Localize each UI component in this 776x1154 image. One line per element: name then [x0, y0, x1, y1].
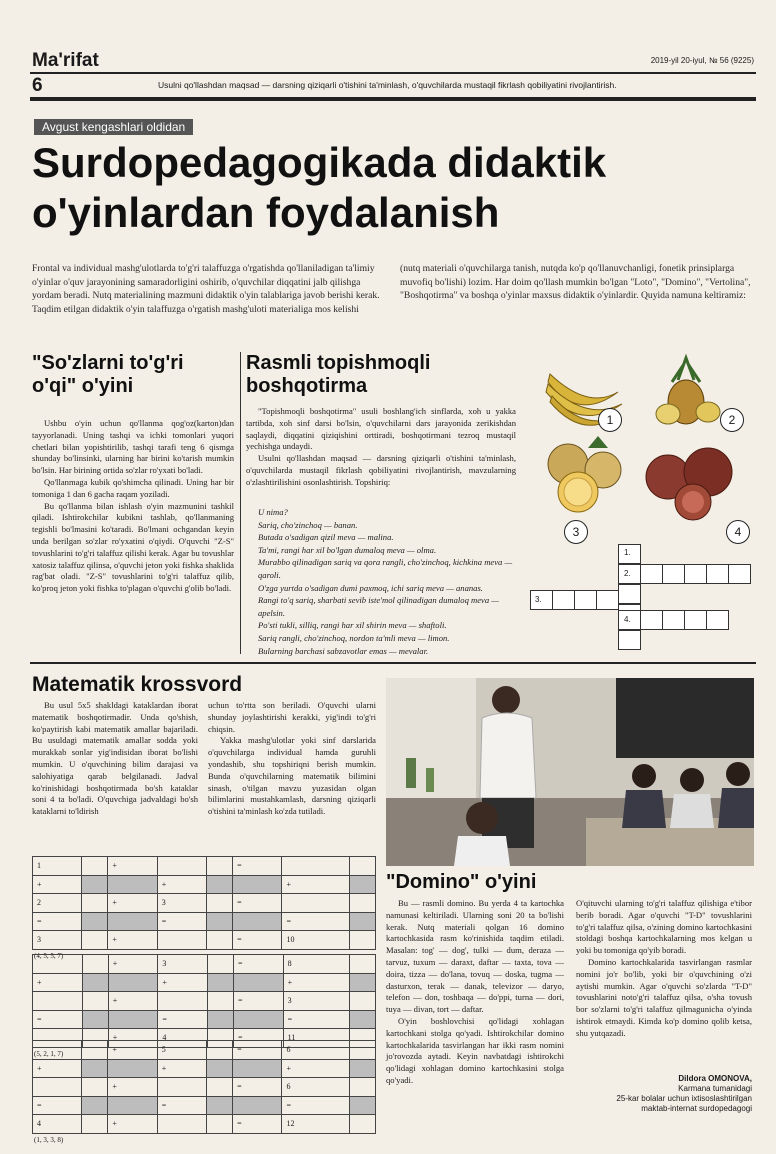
math-grid-cell: = — [283, 1010, 349, 1029]
math-grid-cell: = — [157, 912, 206, 931]
math-grid-cell — [82, 955, 108, 974]
math-grid-answer: (1, 3, 3, 8) — [34, 1136, 64, 1144]
riddle-list — [258, 506, 516, 657]
crossword-cell — [728, 564, 751, 584]
math-grid-cell — [207, 912, 233, 931]
math-grid-cell — [349, 894, 375, 913]
math-grid-cell: = — [233, 857, 282, 876]
math-grid-cell — [82, 875, 108, 894]
crossword-cell — [684, 564, 707, 584]
math-grid-row — [33, 857, 376, 876]
math-grid-cell — [349, 931, 375, 950]
math-grid-cell — [157, 1115, 206, 1134]
classroom-photo-image — [386, 678, 754, 866]
math-grid-cell: + — [158, 973, 208, 992]
math-grid-cell: = — [157, 1096, 206, 1115]
math-grid-row — [33, 875, 376, 894]
riddle-line: Bularning barchasi sabzavotlar emas — mevalar. — [258, 645, 429, 656]
math-grid-cell — [82, 912, 108, 931]
math-grid-cell — [207, 894, 233, 913]
math-grid-cell — [349, 912, 375, 931]
math-text-left — [32, 700, 198, 818]
math-grid-cell — [82, 1096, 108, 1115]
math-grid-cell: 8 — [283, 955, 349, 974]
math-grid-cell — [282, 894, 349, 913]
domino-paragraph: Bu — rasmli domino. Bu yerda 4 ta kartochka namunasi keltiriladi. Ularning soni 20 ta bo'lishi kerak. Nutq materiali qolgan 16 domino kartochkasida rasm ko'rinishida taqdim etiladi. Masalan: tog' — dog', tulki — dum, deraza — tarvuz, tuxum — daraxt, daftar — taxta, tova — doira, tizza — do'lana, tovuq — doska, tugma — dasturxon, terak — danak, televizor — daryo, telefon — don, toshbaqa — do'ppi, turna — dori, tuya — divan, tort — daftar. — [386, 898, 564, 1015]
author-signature — [576, 1074, 752, 1114]
crossword-number: 2. — [624, 569, 631, 578]
math-paragraph: Bu usul 5x5 shakldagi kataklardan iborat matematik boshqotirmadir. Unda qo'shish, ko'paytirish kabi matematik amallar bajariladi. Bu usuldagi matematik amallar sodda yoki murakkab sonlar yig'indisidan iborat bo'lishi mumkin. U o'quvchining bilim darajasi va salohiyatiga qarab belgilanadi. Jadval ko'rinishidagi boshqotirmada bo'sh kataklar soni 4 ta bo'ladi. O'quvchiga jadvaldagi bo'sh kataklarni to'ldirish — [32, 700, 198, 817]
math-grid-cell: = — [33, 1010, 83, 1029]
math-grid-row — [33, 1096, 376, 1115]
math-grid-cell — [207, 931, 233, 950]
math-grid-cell — [207, 1078, 233, 1097]
math-grid-cell: + — [33, 875, 82, 894]
math-grid-cell: + — [108, 1078, 157, 1097]
math-grid-cell: 2 — [33, 894, 82, 913]
math-grid-cell: 11 — [283, 1029, 349, 1048]
math-grid-cell — [207, 1041, 233, 1060]
math-grid-cell: = — [233, 1041, 282, 1060]
kicker-label: Avgust kengashlari oldidan — [34, 119, 193, 135]
math-grid-cell — [33, 992, 83, 1011]
math-grid-cell: = — [233, 1115, 282, 1134]
math-paragraph: Yakka mashg'ulotlar yoki sinf darslarida o'quvchilarga individual hamda guruhli yondashib, shu topshiriqni berish mumkin. Bunda o'quvchilarning matematik bilimini sinash, o'tilgan mavzu yuzasidan olgan bilimlarini mustahkamlash, darsning qiziqarli o'tishini ta'minlash ko'zda tutiladi. — [208, 735, 376, 817]
math-grid-cell: + — [108, 992, 158, 1011]
math-grid-cell: = — [282, 1096, 349, 1115]
pineapple-illustration — [656, 358, 720, 424]
math-grid-cell — [157, 1078, 206, 1097]
math-grid-cell — [157, 857, 206, 876]
math-grid-cell — [207, 1096, 233, 1115]
author-affiliation: maktab-internat surdopedagogi — [641, 1104, 752, 1113]
math-grid — [32, 954, 376, 1048]
riddle-line: U nima? — [258, 507, 288, 517]
classroom-photo — [386, 678, 754, 866]
math-grid-cell — [82, 973, 108, 992]
math-grid-row — [33, 1059, 376, 1078]
issue-date: 2019-yil 20-iyul, № 56 (9225) — [650, 56, 754, 65]
math-grid-cell: 4 — [33, 1115, 82, 1134]
math-grid-cell — [207, 857, 233, 876]
newspaper-name: Ma'rifat — [32, 50, 99, 71]
fruit-illustrations — [538, 352, 758, 542]
math-grid-cell: 3 — [158, 955, 208, 974]
article-headline: Surdopedagogikada didaktik o'yinlardan foydalanish — [32, 139, 607, 236]
math-grid-cell — [233, 1059, 282, 1078]
math-grid-cell: + — [157, 1059, 206, 1078]
math-grid — [32, 856, 376, 950]
math-grid-cell: = — [282, 912, 349, 931]
math-grid-cell — [207, 955, 233, 974]
math-grid-row — [33, 992, 376, 1011]
math-grid-cell — [234, 1010, 284, 1029]
author-affiliation: 25-kar bolalar uchun ixtisoslashtirilgan — [616, 1094, 752, 1103]
math-grid-cell — [349, 1041, 375, 1060]
math-grid-cell: = — [234, 955, 284, 974]
math-grid-cell — [82, 1059, 108, 1078]
section-title-domino: "Domino" o'yini — [386, 871, 537, 893]
math-grid-cell: 10 — [282, 931, 349, 950]
math-grid-cell — [233, 912, 282, 931]
math-grid-cell — [108, 1059, 157, 1078]
math-grid-cell: = — [233, 931, 282, 950]
section1-paragraph: Qo'llanmaga kubik qo'shimcha qilinadi. Uning har bir tomoniga 1 dan 6 gacha raqam yoziladi. — [32, 476, 234, 499]
section2-paragraph: Usulni qo'llashdan maqsad — darsning qiziqarli o'tishini ta'minlash, o'quvchilarda mustaqil fikrlash qobiliyatini rivojlantirish, mavzularning o'zlashtirilishini osonlashtirish. Topshiriq: — [246, 453, 516, 487]
section1-paragraph: Ushbu o'yin uchun qo'llanma qog'oz(karton)dan tayyorlanadi. Uning tashqi va ichki tomonlari yuqori chetlari bilan yopishtirilib, tashqi tarafi teng 6 qismga shunday bo'linsinki, ularning har birini ko'tarish mumkin bo'lsin. Har birining ortida so'zlar ro'yxati bo'ladi. — [32, 418, 234, 476]
crossword-cell — [596, 590, 619, 610]
riddle-line: Sariq, cho'zinchoq — banan. — [258, 519, 358, 530]
math-grid-cell: 4 — [158, 1029, 208, 1048]
math-grid-cell: 6 — [282, 1078, 349, 1097]
column-divider — [240, 352, 241, 654]
math-grid-cell — [349, 1078, 375, 1097]
section-title-words-game: "So'zlarni to'g'ri o'qi" o'yini — [32, 352, 184, 397]
crossword-cell — [618, 630, 641, 650]
math-grid-cell: 6 — [282, 1041, 349, 1060]
math-grid-row — [33, 973, 376, 992]
math-grid-cell — [82, 894, 108, 913]
math-grid-cell: + — [108, 1115, 157, 1134]
math-grid-cell — [233, 1096, 282, 1115]
math-grid-cell — [82, 1041, 108, 1060]
math-grid-row — [33, 1115, 376, 1134]
crossword-cell — [552, 590, 575, 610]
crossword-cell — [618, 584, 641, 604]
math-grid-cell — [108, 875, 157, 894]
section2-paragraph: "Topishmoqli boshqotirma" usuli boshlang'ich sinflarda, xoh u yakka tartibda, xoh sinf darsi bo'lsin, o'quvchilarni dars jarayonida zerikishdan saqlaydi, diqqatini qiziqishini orttiradi, boshqotirmani tezroq mustaqil yechishga undaydi. — [246, 406, 516, 452]
math-grid-cell — [349, 992, 375, 1011]
crossword-number: 3. — [535, 595, 542, 604]
math-grid-cell: + — [33, 973, 83, 992]
math-grid-cell: 12 — [282, 1115, 349, 1134]
riddle-line: O'zga yurtda o'sadigan dumi paxmoq, ichi sariq meva — ananas. — [258, 582, 483, 593]
riddle-line: Sariq rangli, cho'zinchoq, nordon ta'mli meva — limon. — [258, 632, 450, 643]
crossword-cell — [662, 564, 685, 584]
domino-text-col1 — [386, 898, 564, 1087]
math-grid-cell — [82, 992, 108, 1011]
math-grid-cell: + — [283, 973, 349, 992]
math-grid-cell: + — [33, 1059, 82, 1078]
math-grid-cell: + — [108, 931, 157, 950]
math-grid-cell: = — [233, 894, 282, 913]
math-grid-cell: = — [33, 1096, 82, 1115]
crossword-cell — [706, 564, 729, 584]
section1-paragraph: Bu qo'llanma bilan ishlash o'yin mazmunini tashkil qiladi. Ishtirokchilar kubikni tashlab, qo'llanmaning tegishli bo'lmasini ko'taradi. Bo'lmani ochgandan keyin unda berilgan so'zlar ro'yxatini o'qiydi. O'quvchi "Z-S" tovushlarini to'g'ri talaffuz qilishi kerak. Agar bu tovushlar xatosiz talaffuz qilinsa, o'quvchi jeton yoki fishka shaklida rag'bat oladi. "Z-S" tovushlarini to'g'ri talaffuz qilib, ko'proq jeton yoki fishka to'plagan o'quvchi g'olib bo'ladi. — [32, 500, 234, 594]
math-grid-cell — [108, 1096, 157, 1115]
section-title-riddle: Rasmli topishmoqli boshqotirma — [246, 352, 431, 397]
math-grid-cell: + — [282, 875, 349, 894]
crossword-number: 1. — [624, 548, 631, 557]
crossword-number: 4. — [624, 615, 631, 624]
math-grid-row — [33, 894, 376, 913]
math-grid-cell — [82, 1078, 108, 1097]
math-grid-cell: + — [282, 1059, 349, 1078]
math-paragraph: uchun to'rtta son beriladi. O'quvchi ularni shunday joylashtirishi kerakki, yig'indi to'g'ri chiqsin. — [208, 700, 376, 734]
math-grid — [32, 1040, 376, 1134]
picture-number-badge: 3 — [564, 520, 588, 544]
math-grid-cell — [33, 1041, 82, 1060]
math-grid-cell — [82, 857, 108, 876]
math-grid-cell: = — [234, 1029, 284, 1048]
math-grid-answer: (4, 5, 5, 7) — [34, 952, 64, 960]
math-grid-row — [33, 912, 376, 931]
math-grid-cell — [108, 973, 158, 992]
math-grid-cell — [82, 1010, 108, 1029]
domino-paragraph: O'qituvchi ularning to'g'ri talaffuz qilishiga e'tibor berib boradi. Agar o'quvchi "T-D" tovushlarini to'g'ri talaffuz qilsa, o'zining domino kartochkasini stoldagi boshqa kartochkalarning mos kelgan u yoki bu tomoniga qo'yib boradi. — [576, 898, 752, 956]
section1-body — [32, 418, 234, 595]
riddle-line: Butada o'sadigan qizil meva — malina. — [258, 532, 394, 543]
domino-paragraph: O'yin boshlovchisi qo'lidagi xohlagan kartochkani stolga qo'yadi. Ishtirokchilar domino kartochkalarida tasvirlangan har ikki rasm nomini jo'rovozda aytadi. Keyin navbatdagi ishtirokchi qo'lidagi xohlagan domino kartochkasini stolga qo'yadi. — [386, 1015, 564, 1085]
section-title-math-crossword: Matematik krossvord — [32, 673, 243, 696]
math-grid-cell: + — [157, 875, 206, 894]
section-divider — [30, 662, 756, 664]
math-grid-cell — [157, 931, 206, 950]
math-grid-cell — [82, 931, 108, 950]
math-grid-cell — [234, 973, 284, 992]
author-name: Dildora OMONOVA, — [678, 1074, 752, 1083]
riddle-line: Rangi to'q sariq, sharbati sevib iste'mol qilinadigan dumaloq meva — apelsin. — [258, 595, 499, 618]
header-rule — [30, 72, 756, 74]
header-thick-rule — [30, 97, 756, 101]
domino-paragraph: Domino kartochkalarida tasvirlangan rasmlar nomini jo'r bo'lib, yoki bir o'quvchining o'zi aytishi mumkin. Agar o'quvchi so'zlarda "T-D" tovushlarini noto'g'ri talaffuz qilsa, o'sha tovush bor so'zlarni to'g'ri talaffuz qilmagunicha o'yinda ishtirok etmaydi. Kimda ko'p domino qolib ketsa, shu yutqazadi. — [576, 956, 752, 1038]
picture-number-badge: 2 — [720, 408, 744, 432]
domino-text-col2 — [576, 898, 752, 1040]
math-grid-cell: + — [108, 1041, 157, 1060]
math-grid-cell — [349, 1115, 375, 1134]
math-grid-cell — [207, 1115, 233, 1134]
math-grid-cell: 3 — [283, 992, 349, 1011]
section2-body — [246, 406, 516, 489]
riddle-line: Ta'mi, rangi har xil bo'lgan dumaloq meva — olma. — [258, 544, 437, 555]
page-motto: Usulni qo'llashdan maqsad — darsning qiziqarli o'tishini ta'minlash, o'quvchilarda mustaqil fikrlash qobiliyatini rivojlantirish. — [158, 80, 617, 90]
math-grid-cell: + — [108, 857, 157, 876]
crossword-cell — [574, 590, 597, 610]
math-grid-cell — [108, 912, 157, 931]
math-grid-cell — [349, 1059, 375, 1078]
math-grid-cell — [233, 875, 282, 894]
math-grid-cell: 3 — [157, 894, 206, 913]
math-grid-cell — [33, 1078, 82, 1097]
math-grid-cell: + — [108, 955, 158, 974]
math-grid-row — [33, 1078, 376, 1097]
math-grid-cell: = — [234, 992, 284, 1011]
crossword-cell — [662, 610, 685, 630]
math-grid-cell — [349, 955, 375, 974]
math-grid-cell — [108, 1010, 158, 1029]
crossword-cell — [640, 610, 663, 630]
math-grid-cell — [282, 857, 349, 876]
math-grid-cell: 5 — [157, 1041, 206, 1060]
math-grid-cell: + — [108, 894, 157, 913]
math-grid-cell — [349, 857, 375, 876]
math-grid-cell — [207, 992, 233, 1011]
author-affiliation: Karmana tumanidagi — [678, 1084, 752, 1093]
math-grid-cell — [158, 992, 208, 1011]
lead-left: Frontal va individual mashg'ulotlarda to'g'ri talaffuzga o'rgatishda qo'llaniladigan ta'limiy o'yinlar o'quv jarayonining samaradorligini oshirib, o'quvchilar diqqatini jalb qilishga yordam beradi. Nutq materialining mazmuni didaktik o'yin talablariga javob berishi kerak. Taqdim etilgan didaktik o'yin talaffuzga o'rgatish mashg'uloti materialiga mos kelishi — [32, 263, 380, 315]
picture-number-badge: 4 — [726, 520, 750, 544]
math-grid-cell: 3 — [33, 931, 82, 950]
crossword-cell — [640, 564, 663, 584]
picture-number-badge: 1 — [598, 408, 622, 432]
pomegranate-illustration — [646, 448, 732, 520]
page-number: 6 — [32, 75, 43, 96]
lead-right: (nutq materiali o'quvchilarga tanish, nutqda ko'p qo'llanuvchanligi, fonetik prinsiplarga muvofiq bo'lishi) lozim. Har doim qo'llash mumkin bo'lgan "Loto", "Domino", "Vertolina", "Boshqotirma" va boshqa o'yinlar maxsus didaktik o'yinlardir. Quyida namuna keltiramiz: — [400, 263, 751, 302]
math-grid-cell — [207, 875, 233, 894]
math-grid-row — [33, 1010, 376, 1029]
math-grid-row — [33, 955, 376, 974]
riddle-line: Murabbo qilinadigan sariq va qora rangli, cho'zinchoq, kichkina meva — qaroli. — [258, 557, 513, 580]
crossword-cell — [706, 610, 729, 630]
math-grid-cell — [349, 1010, 375, 1029]
math-grid-cell — [207, 1010, 233, 1029]
math-grid-cell: = — [233, 1078, 282, 1097]
math-grid-answer: (5, 2, 1, 7) — [34, 1050, 64, 1058]
math-grid-cell: = — [33, 912, 82, 931]
math-grid-cell — [207, 1059, 233, 1078]
math-text-right — [208, 700, 376, 818]
math-grid-cell — [349, 875, 375, 894]
math-grid-row — [33, 931, 376, 950]
crossword-cell — [684, 610, 707, 630]
math-grid-cell: 1 — [33, 857, 82, 876]
math-grid-cell — [33, 955, 83, 974]
math-grid-cell: + — [108, 1029, 158, 1048]
math-grid-cell: = — [158, 1010, 208, 1029]
riddle-line: Po'sti tukli, silliq, rangi har xil shirin meva — shaftoli. — [258, 620, 447, 631]
math-grid-row — [33, 1041, 376, 1060]
math-grid-cell — [207, 973, 233, 992]
math-grid-cell — [349, 973, 375, 992]
math-grid-cell — [349, 1096, 375, 1115]
math-grid-cell — [82, 1115, 108, 1134]
citrus-illustration — [548, 436, 621, 512]
